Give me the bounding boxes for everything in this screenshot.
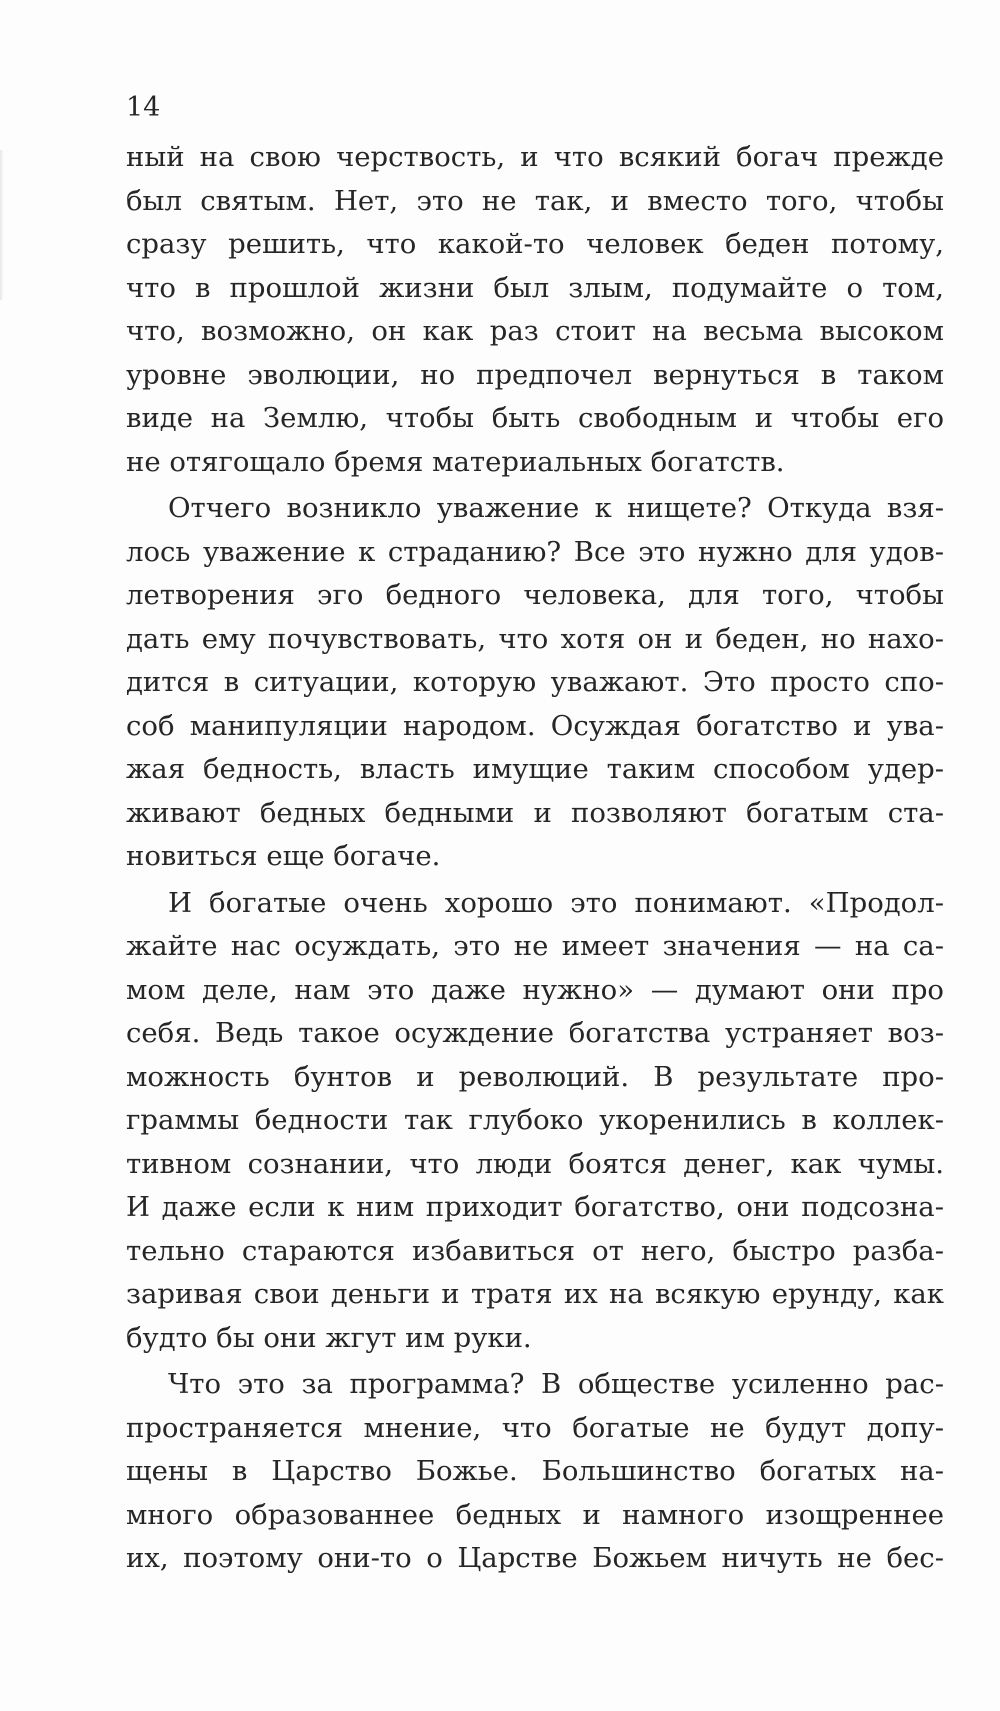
text-line: жайте нас осуждать, это не имеет значения — на са- bbox=[126, 930, 944, 962]
text-line: лось уважение к страданию? Все это нужно для удов- bbox=[126, 535, 944, 568]
text-line: И богатые очень хорошо это понимают. «Продол- bbox=[168, 886, 944, 919]
text-line: ный на свою черствость, и что всякий богач прежде bbox=[126, 141, 944, 173]
text-line: будто бы они жгут им руки. bbox=[126, 1321, 532, 1354]
page-edge-shadow bbox=[0, 150, 4, 300]
text-line: мом деле, нам это даже нужно» — думают они про bbox=[126, 973, 944, 1006]
text-line: виде на Землю, чтобы быть свободным и чтобы его bbox=[126, 402, 944, 434]
text-line: летворения эго бедного человека, для того, чтобы bbox=[126, 579, 944, 611]
text-line: пространяется мнение, что богатые не будут допу- bbox=[126, 1411, 944, 1444]
page-number: 14 bbox=[126, 92, 161, 123]
text-line: что, возможно, он как раз стоит на весьма высоком bbox=[126, 315, 944, 347]
text-line: Отчего возникло уважение к нищете? Откуда взя- bbox=[168, 492, 944, 524]
text-line: был святым. Нет, это не так, и вместо того, чтобы bbox=[126, 184, 944, 217]
text-line: соб манипуляции народом. Осуждая богатство и ува- bbox=[126, 709, 944, 742]
text-line: что в прошлой жизни был злым, подумайте о том, bbox=[126, 271, 944, 304]
text-line: Что это за программа? В обществе усиленно рас- bbox=[168, 1368, 944, 1400]
text-line: их, поэтому они-то о Царстве Божьем ничуть не бес- bbox=[126, 1542, 944, 1574]
text-line: тельно стараются избавиться от него, быстро разба- bbox=[126, 1234, 944, 1267]
text-line: щены в Царство Божье. Большинство богатых на- bbox=[126, 1455, 944, 1487]
text-line: можность бунтов и революций. В результате про- bbox=[126, 1060, 944, 1093]
text-line: много образованнее бедных и намного изощреннее bbox=[126, 1498, 944, 1531]
text-line: дать ему почувствовать, что хотя он и беден, но нахо- bbox=[126, 622, 944, 655]
text-line: дится в ситуации, которую уважают. Это просто спо- bbox=[126, 666, 944, 698]
text-line: граммы бедности так глубоко укоренились в коллек- bbox=[126, 1104, 944, 1136]
text-line: сразу решить, что какой-то человек беден потому, bbox=[126, 228, 944, 260]
text-line: жая бедность, власть имущие таким способом удер- bbox=[126, 753, 944, 785]
text-line: И даже если к ним приходит богатство, они подсозна- bbox=[126, 1191, 944, 1223]
text-line: новиться еще богаче. bbox=[126, 840, 441, 872]
text-line: уровне эволюции, но предпочел вернуться в таком bbox=[126, 358, 944, 391]
text-line: тивном сознании, что люди боятся денег, как чумы. bbox=[126, 1147, 944, 1180]
body-text bbox=[126, 136, 944, 1581]
text-line: живают бедных бедными и позволяют богатым ста- bbox=[126, 796, 944, 829]
text-line: не отягощало бремя материальных богатств. bbox=[126, 445, 785, 478]
text-line: заривая свои деньги и тратя их на всякую ерунду, как bbox=[126, 1278, 944, 1310]
text-line: себя. Ведь такое осуждение богатства устраняет воз- bbox=[126, 1017, 944, 1049]
